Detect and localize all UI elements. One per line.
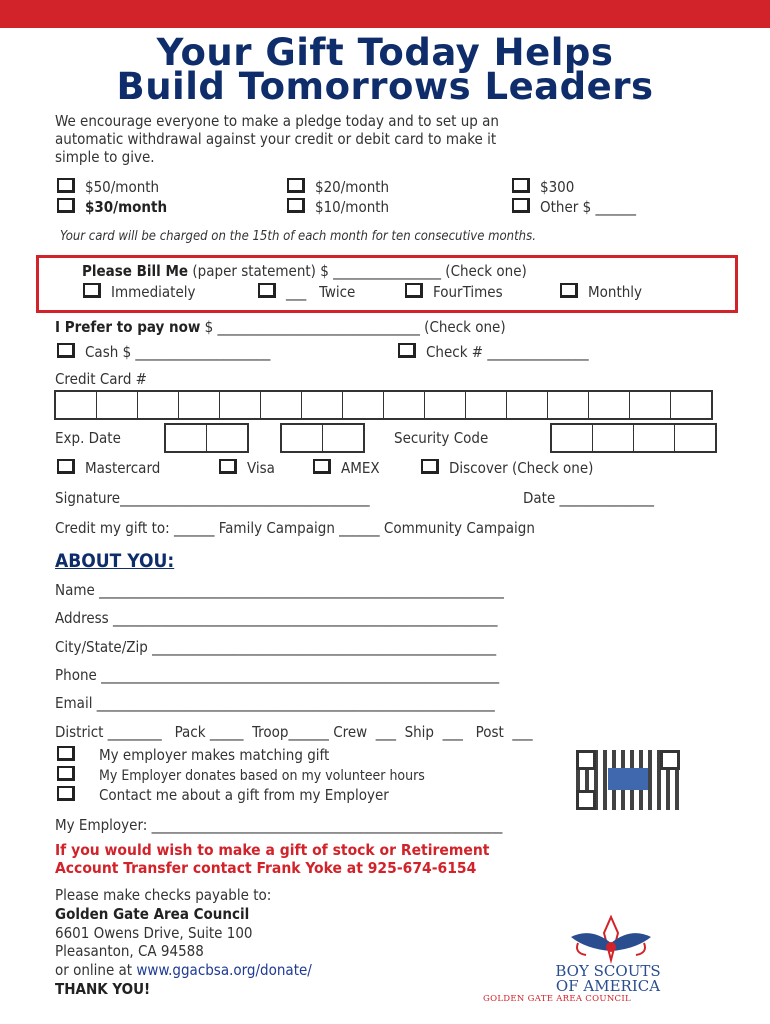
label: $50/month xyxy=(85,178,160,196)
logo-line-2: OF AMERICA xyxy=(555,977,661,995)
card-amex[interactable] xyxy=(313,459,380,477)
option-30[interactable] xyxy=(57,198,167,216)
bill-me-amount[interactable]: (paper statement) $ ________________ (Check one) xyxy=(192,262,527,280)
checkbox[interactable] xyxy=(219,459,237,474)
label: ___ Twice xyxy=(286,283,356,301)
bill-me-row xyxy=(82,262,527,280)
stock-note-1: If you would wish to make a gift of stock or Retirement xyxy=(55,841,490,859)
online-row xyxy=(55,961,312,979)
option-10[interactable] xyxy=(287,198,389,216)
label: $30/month xyxy=(85,198,168,216)
logo-line-1: BOY SCOUTS xyxy=(555,962,661,980)
label: $20/month xyxy=(315,178,390,196)
option-other[interactable] xyxy=(512,198,636,216)
checkbox[interactable] xyxy=(512,178,530,193)
checkbox[interactable] xyxy=(287,198,305,213)
qr-code xyxy=(576,750,680,810)
checkbox[interactable] xyxy=(421,459,439,474)
checkbox[interactable] xyxy=(512,198,530,213)
title-line-1: Your Gift Today Helps xyxy=(156,31,614,74)
checkbox[interactable] xyxy=(57,198,75,213)
label: Check # _______________ xyxy=(426,343,589,361)
label: AMEX xyxy=(341,459,380,477)
address-field[interactable]: Address _________________________________________________________ xyxy=(55,609,498,627)
bsa-logo-text xyxy=(528,964,688,994)
checkbox[interactable] xyxy=(258,283,276,298)
org-name: Golden Gate Area Council xyxy=(55,905,250,923)
charge-note: Your card will be charged on the 15th of each month for ten consecutive months. xyxy=(60,229,536,244)
label: My employer makes matching gift xyxy=(99,746,330,764)
checkbox[interactable] xyxy=(57,766,75,781)
checks-label: Please make checks payable to: xyxy=(55,886,272,904)
employer-contact[interactable] xyxy=(57,786,389,804)
phone-field[interactable]: Phone ___________________________________________________________ xyxy=(55,666,500,684)
org-address-1: 6601 Owens Drive, Suite 100 xyxy=(55,924,253,942)
checkbox[interactable] xyxy=(57,786,75,801)
pay-now-row[interactable] xyxy=(55,318,506,336)
checkbox[interactable] xyxy=(398,343,416,358)
pay-now-amount[interactable]: $ ______________________________ (Check one) xyxy=(204,318,506,336)
online-label: or online at xyxy=(55,961,137,979)
checkbox[interactable] xyxy=(405,283,423,298)
security-code-boxes[interactable] xyxy=(550,423,717,453)
option-300[interactable] xyxy=(512,178,574,196)
card-visa[interactable] xyxy=(219,459,275,477)
employer-volunteer[interactable] xyxy=(57,766,425,785)
bill-monthly[interactable] xyxy=(560,283,642,301)
donate-link[interactable]: www.ggacbsa.org/donate/ xyxy=(136,961,312,979)
bill-immediately[interactable] xyxy=(83,283,196,301)
label: Other $ ______ xyxy=(540,198,636,216)
label: Cash $ ____________________ xyxy=(85,343,271,361)
title-line-2: Build Tomorrows Leaders xyxy=(116,65,654,108)
label: Discover (Check one) xyxy=(449,459,594,477)
council-name: GOLDEN GATE AREA COUNCIL xyxy=(483,994,631,1004)
checkbox[interactable] xyxy=(57,459,75,474)
signature-field[interactable]: Signature_____________________________________ xyxy=(55,489,370,507)
card-mastercard[interactable] xyxy=(57,459,160,477)
card-discover[interactable] xyxy=(421,459,593,477)
label: $300 xyxy=(540,178,575,196)
checkbox[interactable] xyxy=(57,746,75,761)
employer-matching[interactable] xyxy=(57,746,329,764)
my-employer-field[interactable]: My Employer: ____________________________________________________ xyxy=(55,816,503,834)
checkbox[interactable] xyxy=(83,283,101,298)
checkbox[interactable] xyxy=(57,178,75,193)
checkbox[interactable] xyxy=(287,178,305,193)
label: Mastercard xyxy=(85,459,161,477)
label: Monthly xyxy=(588,283,643,301)
option-20[interactable] xyxy=(287,178,389,196)
thank-you: THANK YOU! xyxy=(55,980,151,998)
checkbox[interactable] xyxy=(313,459,331,474)
bill-me-label: Please Bill Me xyxy=(82,262,189,280)
unit-fields[interactable]: District ________ Pack _____ Troop______ Crew ___ Ship ___ Post ___ xyxy=(55,723,533,741)
label: $10/month xyxy=(315,198,390,216)
name-field[interactable]: Name ____________________________________________________________ xyxy=(55,581,504,599)
credit-card-number-boxes[interactable] xyxy=(54,390,713,420)
exp-year-boxes[interactable] xyxy=(280,423,365,453)
credit-card-label: Credit Card # xyxy=(55,370,147,388)
exp-month-boxes[interactable] xyxy=(164,423,249,453)
exp-date-label: Exp. Date xyxy=(55,429,121,447)
option-50[interactable] xyxy=(57,178,159,196)
credit-gift-to[interactable]: Credit my gift to: ______ Family Campaign ______ Community Campaign xyxy=(55,519,535,537)
pay-now-label: I Prefer to pay now xyxy=(55,318,201,336)
intro-3: simple to give. xyxy=(55,148,155,166)
security-code-label: Security Code xyxy=(394,429,489,447)
label: My Employer donates based on my volunteer hours xyxy=(99,768,425,784)
bill-four-times[interactable] xyxy=(405,283,503,301)
pay-cash[interactable] xyxy=(57,343,270,361)
checkbox[interactable] xyxy=(57,343,75,358)
stock-note-2: Account Transfer contact Frank Yoke at 925-674-6154 xyxy=(55,859,477,877)
label: FourTimes xyxy=(433,283,503,301)
pay-check[interactable] xyxy=(398,343,589,361)
date-field[interactable]: Date ______________ xyxy=(523,489,654,507)
fleur-de-lis-logo-icon xyxy=(566,915,656,965)
intro-1: We encourage everyone to make a pledge today and to set up an xyxy=(55,112,499,130)
label: Immediately xyxy=(111,283,196,301)
checkbox[interactable] xyxy=(560,283,578,298)
intro-2: automatic withdrawal against your credit or debit card to make it xyxy=(55,130,497,148)
about-you-heading: ABOUT YOU: xyxy=(55,550,175,572)
email-field[interactable]: Email ___________________________________________________________ xyxy=(55,694,495,712)
bill-twice[interactable] xyxy=(258,283,355,301)
top-red-bar xyxy=(0,0,770,28)
label: Contact me about a gift from my Employer xyxy=(99,786,389,804)
city-state-zip-field[interactable]: City/State/Zip ___________________________________________________ xyxy=(55,638,497,656)
label: Visa xyxy=(247,459,275,477)
org-address-2: Pleasanton, CA 94588 xyxy=(55,942,204,960)
